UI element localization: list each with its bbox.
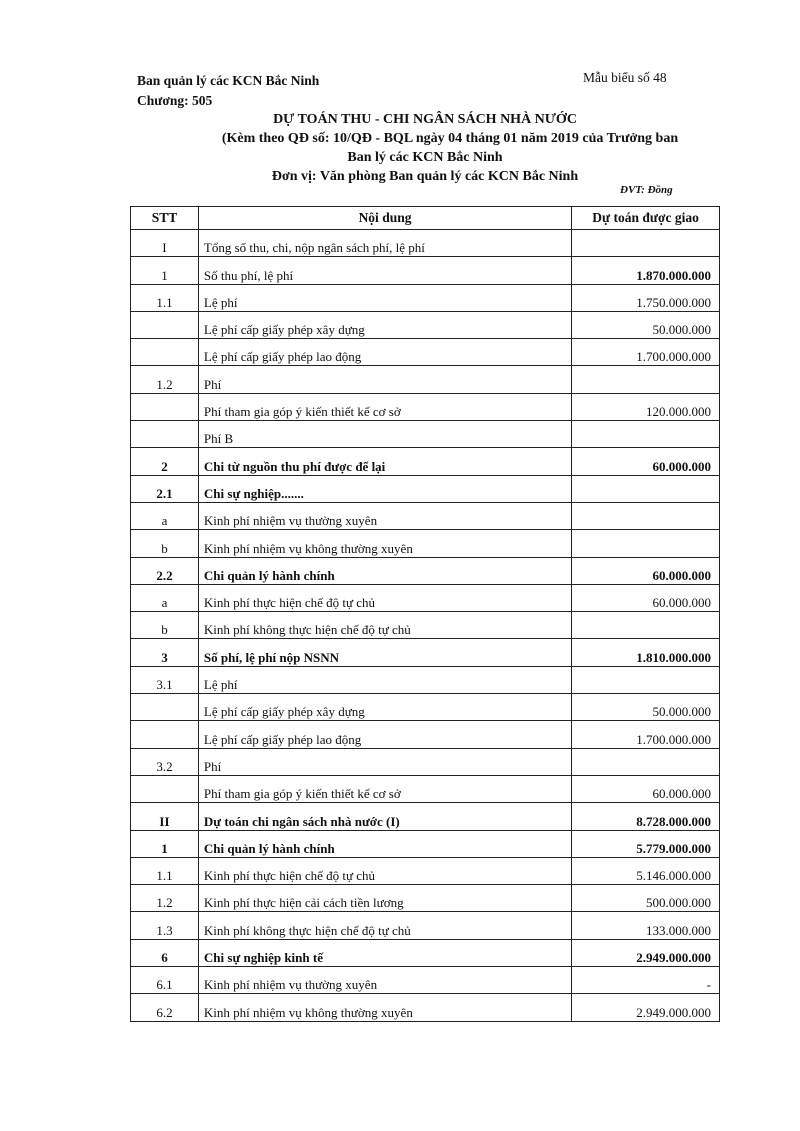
row-content: Lệ phí (198, 284, 571, 311)
table-row (131, 967, 720, 994)
row-amount: 2.949.000.000 (572, 939, 720, 966)
document-subtitle-decision: (Kèm theo QĐ số: 10/QĐ - BQL ngày 04 tháng 01 năm 2019 của Trưởng ban (221, 131, 679, 146)
row-stt: b (131, 612, 199, 639)
row-stt: 3.1 (131, 666, 199, 693)
header-content: Nội dung (198, 207, 571, 230)
row-content: Lệ phí cấp giấy phép xây dựng (198, 694, 571, 721)
organization-name: Ban quản lý các KCN Bắc Ninh (137, 73, 320, 88)
row-content: Kinh phí nhiệm vụ thường xuyên (198, 967, 571, 994)
row-amount (572, 230, 720, 257)
header-stt: STT (131, 207, 199, 230)
row-content: Kinh phí không thực hiện chế độ tự chủ (198, 912, 571, 939)
chapter-code: Chương: 505 (137, 93, 213, 108)
row-content: Kinh phí thực hiện cải cách tiền lương (198, 885, 571, 912)
row-amount: 8.728.000.000 (572, 803, 720, 830)
row-content: Chi sự nghiệp kinh tế (198, 939, 571, 966)
row-amount: 60.000.000 (572, 775, 720, 802)
row-content: Lệ phí cấp giấy phép xây dựng (198, 311, 571, 338)
row-amount: 120.000.000 (572, 393, 720, 420)
row-content: Kinh phí nhiệm vụ thường xuyên (198, 502, 571, 529)
table-body (131, 230, 720, 1022)
row-amount: 1.810.000.000 (572, 639, 720, 666)
row-content: Chi quản lý hành chính (198, 830, 571, 857)
row-stt: 1.3 (131, 912, 199, 939)
row-stt (131, 339, 199, 366)
row-stt: 2 (131, 448, 199, 475)
row-amount: 60.000.000 (572, 584, 720, 611)
row-content: Kinh phí thực hiện chế độ tự chủ (198, 584, 571, 611)
table-header-row (131, 207, 720, 230)
row-amount: 5.146.000.000 (572, 857, 720, 884)
row-stt: 3.2 (131, 748, 199, 775)
row-amount: 1.750.000.000 (572, 284, 720, 311)
table-row (131, 994, 720, 1021)
row-amount: 1.870.000.000 (572, 257, 720, 284)
row-stt (131, 721, 199, 748)
row-stt: 1.2 (131, 366, 199, 393)
currency-unit: ĐVT: Đồng (620, 184, 673, 196)
row-stt (131, 393, 199, 420)
row-content: Phí (198, 366, 571, 393)
row-stt: 6.1 (131, 967, 199, 994)
row-stt (131, 694, 199, 721)
row-stt: 1.1 (131, 857, 199, 884)
row-stt (131, 311, 199, 338)
table-row (131, 939, 720, 966)
row-amount (572, 666, 720, 693)
table-row (131, 912, 720, 939)
row-content: Tổng số thu, chi, nộp ngân sách phí, lệ phí (198, 230, 571, 257)
row-stt: a (131, 584, 199, 611)
row-amount: 60.000.000 (572, 557, 720, 584)
row-content: Chi sự nghiệp....... (198, 475, 571, 502)
table-row (131, 502, 720, 529)
row-content: Chi quản lý hành chính (198, 557, 571, 584)
row-stt: b (131, 530, 199, 557)
row-content: Lệ phí cấp giấy phép lao động (198, 721, 571, 748)
row-amount: 1.700.000.000 (572, 339, 720, 366)
row-content: Phí B (198, 421, 571, 448)
row-content: Lệ phí cấp giấy phép lao động (198, 339, 571, 366)
row-content: Chi từ nguồn thu phí được để lại (198, 448, 571, 475)
row-content: Kinh phí không thực hiện chế độ tự chủ (198, 612, 571, 639)
row-stt: I (131, 230, 199, 257)
row-amount (572, 421, 720, 448)
document-subtitle-board: Ban lý các KCN Bắc Ninh (347, 150, 503, 165)
row-amount (572, 502, 720, 529)
table-row (131, 366, 720, 393)
row-amount: 500.000.000 (572, 885, 720, 912)
row-content: Kinh phí nhiệm vụ không thường xuyên (198, 994, 571, 1021)
row-content: Lệ phí (198, 666, 571, 693)
row-stt: a (131, 502, 199, 529)
row-amount: 133.000.000 (572, 912, 720, 939)
row-content: Phí tham gia góp ý kiến thiết kế cơ sở (198, 393, 571, 420)
table-row (131, 530, 720, 557)
table-row (131, 830, 720, 857)
header-amount: Dự toán được giao (572, 207, 720, 230)
row-amount: 2.949.000.000 (572, 994, 720, 1021)
row-content: Số thu phí, lệ phí (198, 257, 571, 284)
table-row (131, 721, 720, 748)
table-row (131, 612, 720, 639)
table-row (131, 257, 720, 284)
table-row (131, 694, 720, 721)
row-stt: 6.2 (131, 994, 199, 1021)
table-row (131, 803, 720, 830)
row-stt: 2.2 (131, 557, 199, 584)
row-content: Kinh phí nhiệm vụ không thường xuyên (198, 530, 571, 557)
row-stt: 1 (131, 830, 199, 857)
row-stt: 3 (131, 639, 199, 666)
table-row (131, 475, 720, 502)
row-amount: 50.000.000 (572, 694, 720, 721)
row-stt (131, 775, 199, 802)
row-content: Kinh phí thực hiện chế độ tự chủ (198, 857, 571, 884)
row-amount: 50.000.000 (572, 311, 720, 338)
table-row (131, 885, 720, 912)
table-row (131, 857, 720, 884)
row-content: Số phí, lệ phí nộp NSNN (198, 639, 571, 666)
table-row (131, 230, 720, 257)
table-row (131, 421, 720, 448)
table-row (131, 311, 720, 338)
table-row (131, 666, 720, 693)
budget-table (130, 206, 720, 1022)
row-stt (131, 421, 199, 448)
row-content: Phí tham gia góp ý kiến thiết kế cơ sở (198, 775, 571, 802)
form-number: Mẫu biểu số 48 (583, 70, 667, 85)
table-row (131, 339, 720, 366)
row-stt: 1 (131, 257, 199, 284)
row-stt: 1.2 (131, 885, 199, 912)
row-amount: 5.779.000.000 (572, 830, 720, 857)
row-amount (572, 475, 720, 502)
table-row (131, 748, 720, 775)
table-row (131, 284, 720, 311)
row-amount (572, 612, 720, 639)
document-title: DỰ TOÁN THU - CHI NGÂN SÁCH NHÀ NƯỚC (273, 112, 577, 127)
table-row (131, 393, 720, 420)
row-stt: 2.1 (131, 475, 199, 502)
row-amount (572, 366, 720, 393)
row-amount: 60.000.000 (572, 448, 720, 475)
row-stt: 6 (131, 939, 199, 966)
row-stt: 1.1 (131, 284, 199, 311)
row-content: Dự toán chi ngân sách nhà nước (I) (198, 803, 571, 830)
table-row (131, 775, 720, 802)
row-stt: II (131, 803, 199, 830)
row-amount (572, 530, 720, 557)
document-subtitle-unit: Đơn vị: Văn phòng Ban quản lý các KCN Bắc Ninh (271, 169, 579, 184)
table-row (131, 448, 720, 475)
table-row (131, 639, 720, 666)
row-content: Phí (198, 748, 571, 775)
row-amount: 1.700.000.000 (572, 721, 720, 748)
table-row (131, 557, 720, 584)
table-row (131, 584, 720, 611)
row-amount: - (572, 967, 720, 994)
row-amount (572, 748, 720, 775)
